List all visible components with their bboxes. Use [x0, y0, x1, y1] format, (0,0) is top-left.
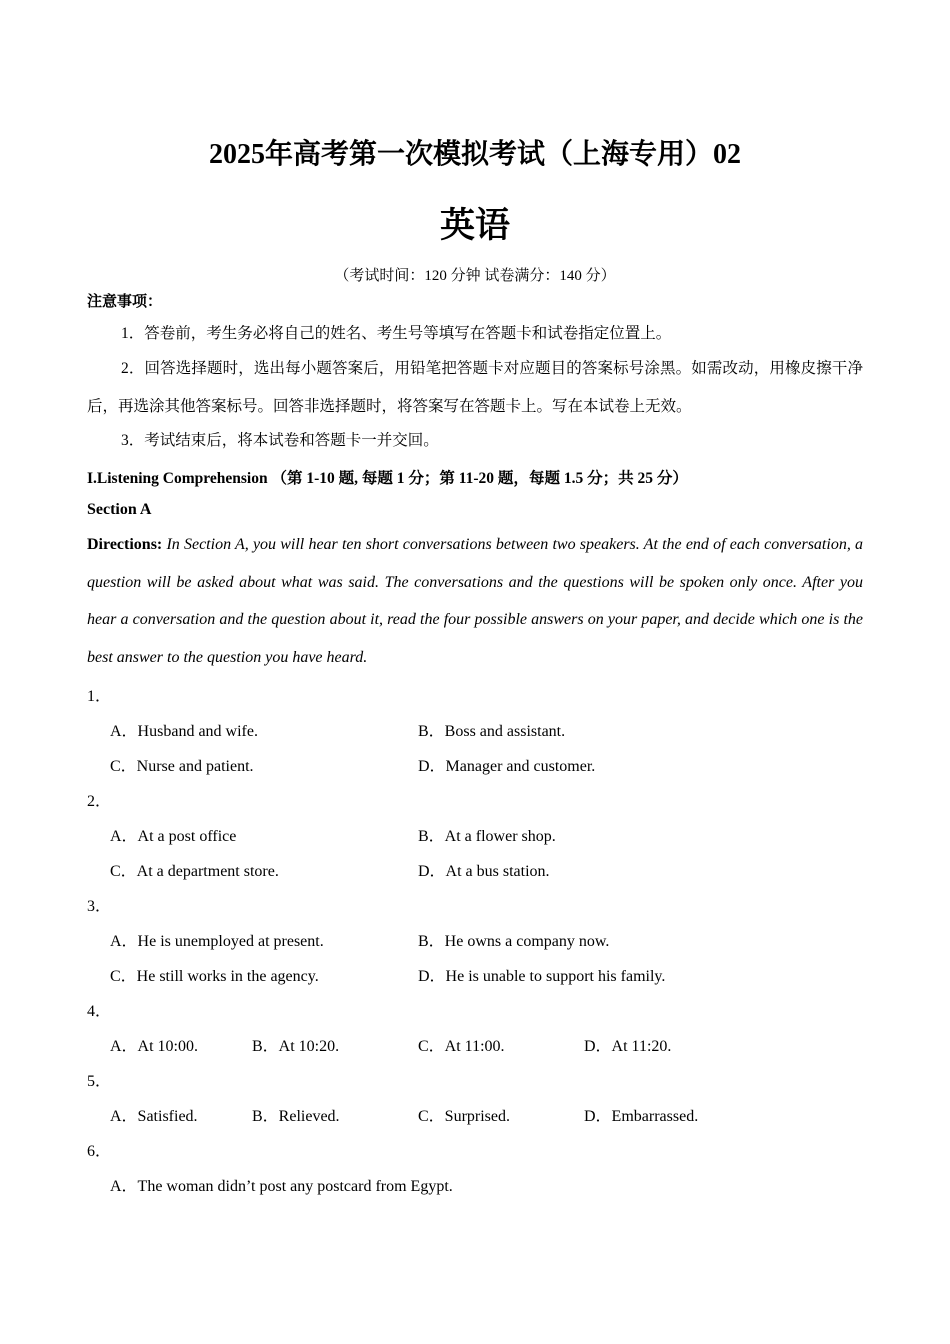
question-2-number: 2． [87, 793, 112, 810]
notice-heading: 注意事项： [87, 294, 163, 310]
directions [87, 526, 863, 676]
directions-label: Directions: [87, 536, 163, 553]
exam-title: 2025年高考第一次模拟考试（上海专用）02 [208, 139, 741, 170]
notice-item-3: 3．考试结束后，将本试卷和答题卡一并交回。 [121, 432, 439, 449]
q6-option-a: A．The woman didn’t post any postcard from Egypt. [110, 1178, 453, 1195]
q2-option-d: D．At a bus station. [418, 863, 550, 880]
directions-text: In Section A, you will hear ten short conversations between two speakers. At the end of each conversation, a question will be asked about what was said. The conversations and the questions will be spoken only once. After you hear a conversation and the question about it, read the four possible answers on your paper, and decide which one is the best answer to the question you have heard. [87, 536, 864, 666]
q1-option-d: D．Manager and customer. [418, 758, 596, 775]
part-heading [87, 466, 688, 488]
q5-option-b: B．Relieved. [252, 1108, 340, 1125]
q4-option-b: B．At 10:20. [252, 1038, 340, 1055]
question-3-number: 3． [87, 898, 112, 915]
q1-option-b: B．Boss and assistant. [418, 723, 566, 740]
question-6-number: 6． [87, 1143, 112, 1160]
q1-option-a: A．Husband and wife. [110, 723, 258, 740]
q4-option-a: A．At 10:00. [110, 1038, 199, 1055]
q5-option-a: A．Satisfied. [110, 1108, 198, 1125]
question-4-number: 4． [87, 1003, 112, 1020]
section-a-label: Section A [87, 501, 152, 518]
exam-info: （考试时间：120 分钟 试卷满分：140 分） [334, 268, 616, 284]
q1-option-c: C．Nurse and patient. [110, 758, 254, 775]
q3-option-d: D．He is unable to support his family. [418, 968, 666, 985]
q4-option-d: D．At 11:20. [584, 1038, 672, 1055]
question-5-number: 5． [87, 1073, 112, 1090]
q5-option-d: D．Embarrassed. [584, 1108, 699, 1125]
q3-option-b: B．He owns a company now. [418, 933, 610, 950]
q2-option-c: C．At a department store. [110, 863, 279, 880]
subject-title: 英语 [439, 206, 510, 245]
notice-item-2: 2．回答选择题时，选出每小题答案后，用铅笔把答题卡对应题目的答案标号涂黑。如需改动，用橡皮擦干净后，再选涂其他答案标号。回答非选择题时，将答案写在答题卡上。写在本试卷上无效。 [87, 360, 863, 415]
part-title: I.Listening Comprehension [87, 470, 268, 487]
notice-item-1: 1．答卷前，考生务必将自己的姓名、考生号等填写在答题卡和试卷指定位置上。 [121, 325, 672, 342]
part-scoring: （第 1-10 题, 每题 1 分；第 11-20 题，每题 1.5 分；共 25 分） [271, 470, 688, 487]
q5-option-c: C．Surprised. [418, 1108, 511, 1125]
q3-option-a: A．He is unemployed at present. [110, 933, 324, 950]
q2-option-b: B．At a flower shop. [418, 828, 556, 845]
question-1-number: 1． [87, 688, 112, 705]
q2-option-a: A．At a post office [110, 828, 237, 845]
q4-option-c: C．At 11:00. [418, 1038, 505, 1055]
q3-option-c: C．He still works in the agency. [110, 968, 319, 985]
